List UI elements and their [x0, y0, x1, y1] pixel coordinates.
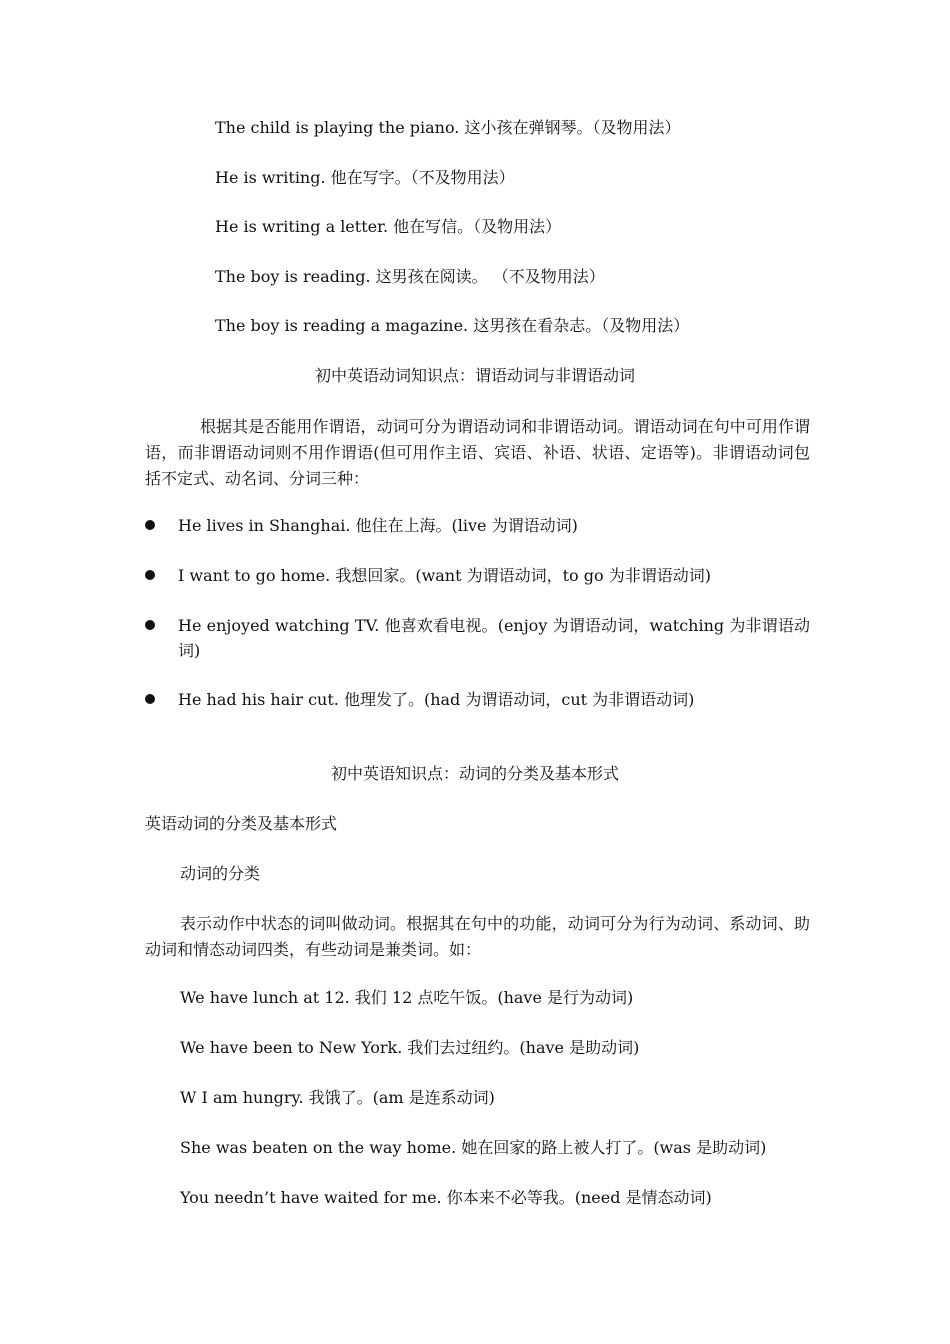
subheading: 动词的分类 — [180, 864, 261, 883]
list-item-text: I want to go home. 我想回家。(want 为谓语动词，to go 为非谓语动词) — [178, 566, 711, 585]
example-line: He is writing a letter. 他在写信。（及物用法） — [215, 217, 562, 236]
list-item-text: He had his hair cut. 他理发了。(had 为谓语动词，cut 为非谓语动词) — [178, 690, 695, 709]
bullet-icon — [145, 694, 155, 704]
bullet-icon — [145, 570, 155, 580]
example-line: She was beaten on the way home. 她在回家的路上被人打了。(was 是助动词) — [180, 1138, 767, 1157]
example-line: W I am hungry. 我饿了。(am 是连系动词) — [180, 1088, 495, 1107]
body-paragraph: 根据其是否能用作谓语，动词可分为谓语动词和非谓语动词。谓语动词在句中可用作谓语，而非谓语动词则不用作谓语(但可用作主语、宾语、补语、状语、定语等)。非谓语动词包括不定式、动名词、分词三种： — [145, 417, 810, 488]
body-paragraph: 表示动作中状态的词叫做动词。根据其在句中的功能，动词可分为行为动词、系动词、助动词和情态动词四类，有些动词是兼类词。如： — [145, 914, 810, 959]
example-line: We have been to New York. 我们去过纽约。(have 是助动词) — [180, 1038, 640, 1057]
bullet-icon — [145, 520, 155, 530]
section-title: 初中英语动词知识点：谓语动词与非谓语动词 — [314, 366, 635, 385]
example-line: The boy is reading. 这男孩在阅读。 （不及物用法） — [215, 267, 605, 286]
list-item-text: He enjoyed watching TV. 他喜欢看电视。(enjoy 为谓语动词，watching 为非谓语动词) — [178, 616, 810, 660]
example-line: You needn’t have waited for me. 你本来不必等我。(need 是情态动词) — [180, 1188, 712, 1207]
example-line: We have lunch at 12. 我们 12 点吃午饭。(have 是行为动词) — [180, 988, 634, 1007]
example-line: The child is playing the piano. 这小孩在弹钢琴。（及物用法） — [215, 118, 681, 137]
example-line: The boy is reading a magazine. 这男孩在看杂志。（及物用法） — [215, 316, 690, 335]
section-title: 初中英语知识点：动词的分类及基本形式 — [330, 764, 619, 783]
section-subtitle: 英语动词的分类及基本形式 — [145, 814, 338, 833]
bullet-icon — [145, 620, 155, 630]
list-item-text: He lives in Shanghai. 他住在上海。(live 为谓语动词) — [178, 516, 578, 535]
example-line: He is writing. 他在写字。（不及物用法） — [215, 168, 515, 187]
